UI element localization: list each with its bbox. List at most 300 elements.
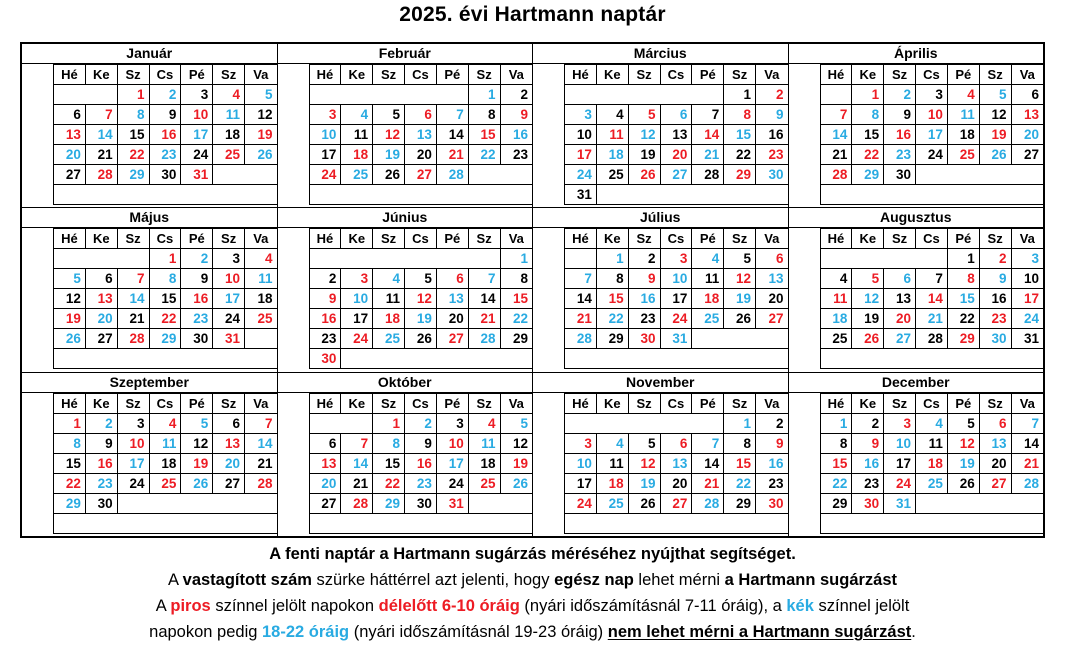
week-row <box>309 513 532 533</box>
empty-cell <box>117 493 276 513</box>
day-cell: 30 <box>979 329 1011 349</box>
day-cell: 2 <box>756 85 788 105</box>
day-cell: 9 <box>756 105 788 125</box>
day-cell: 18 <box>596 145 628 165</box>
day-cell: 9 <box>149 105 181 125</box>
weekday-header: Pé <box>692 65 724 85</box>
weekday-header: Cs <box>660 65 692 85</box>
week-row <box>820 309 1043 329</box>
weekday-header: Va <box>756 229 788 249</box>
month-block <box>789 373 1044 536</box>
day-cell: 27 <box>1011 145 1043 165</box>
day-cell: 30 <box>181 329 213 349</box>
day-cell: 5 <box>947 413 979 433</box>
weekday-header: Cs <box>660 393 692 413</box>
day-cell: 16 <box>884 125 916 145</box>
day-cell: 8 <box>373 433 405 453</box>
week-row <box>54 105 277 125</box>
legend-text-segment: szürke háttérrel azt jelenti, hogy <box>311 571 555 589</box>
week-row <box>820 433 1043 453</box>
day-cell: 14 <box>117 289 149 309</box>
month-title: Július <box>533 208 788 228</box>
day-cell: 10 <box>436 433 468 453</box>
weekday-header-row <box>565 393 788 413</box>
empty-cell <box>213 165 277 185</box>
day-cell: 30 <box>405 493 437 513</box>
day-cell: 19 <box>373 145 405 165</box>
week-row <box>565 309 788 329</box>
weekday-header: Sz <box>373 229 405 249</box>
month-grid <box>53 64 277 205</box>
day-cell: 22 <box>468 145 500 165</box>
day-cell: 4 <box>341 105 373 125</box>
day-cell: 15 <box>149 289 181 309</box>
day-cell: 7 <box>692 433 724 453</box>
day-cell: 13 <box>884 289 916 309</box>
day-cell: 26 <box>181 473 213 493</box>
day-cell: 31 <box>660 329 692 349</box>
month-block <box>789 44 1044 207</box>
weekday-header: Sz <box>979 229 1011 249</box>
weekday-header: Sz <box>724 65 756 85</box>
day-cell: 8 <box>500 269 532 289</box>
weekday-header: Va <box>1011 229 1043 249</box>
day-cell: 5 <box>724 249 756 269</box>
week-row <box>309 329 532 349</box>
day-cell: 17 <box>309 145 341 165</box>
day-cell: 13 <box>213 433 245 453</box>
day-cell: 12 <box>245 105 277 125</box>
empty-cell <box>309 513 532 533</box>
week-row <box>565 493 788 513</box>
day-cell: 21 <box>692 473 724 493</box>
day-cell: 12 <box>979 105 1011 125</box>
week-row <box>309 249 532 269</box>
day-cell: 5 <box>373 105 405 125</box>
day-cell: 17 <box>565 145 597 165</box>
legend-text-segment: kék <box>786 597 814 615</box>
month-block <box>278 208 533 371</box>
month-block <box>278 373 533 536</box>
day-cell: 1 <box>852 85 884 105</box>
day-cell: 22 <box>373 473 405 493</box>
week-row <box>54 413 277 433</box>
day-cell: 17 <box>884 453 916 473</box>
day-cell: 3 <box>916 85 948 105</box>
weekday-header: Va <box>1011 65 1043 85</box>
day-cell: 25 <box>341 165 373 185</box>
day-cell: 9 <box>500 105 532 125</box>
weekday-header: Pé <box>947 393 979 413</box>
month-title: Március <box>533 44 788 64</box>
day-cell: 9 <box>628 269 660 289</box>
day-cell: 30 <box>756 493 788 513</box>
day-cell: 22 <box>820 473 852 493</box>
legend-text-segment: (nyári időszámításnál 7-11 óráig), a <box>519 597 787 615</box>
day-cell: 18 <box>245 289 277 309</box>
week-row <box>309 105 532 125</box>
day-cell: 16 <box>181 289 213 309</box>
weekday-header: Sz <box>213 229 245 249</box>
day-cell: 24 <box>117 473 149 493</box>
week-row <box>565 105 788 125</box>
day-cell: 13 <box>1011 105 1043 125</box>
week-row <box>54 85 277 105</box>
week-row <box>820 249 1043 269</box>
day-cell: 31 <box>213 329 245 349</box>
week-row <box>54 145 277 165</box>
day-cell: 7 <box>341 433 373 453</box>
day-cell: 28 <box>692 165 724 185</box>
day-cell: 27 <box>54 165 86 185</box>
day-cell: 17 <box>341 309 373 329</box>
day-cell: 10 <box>341 289 373 309</box>
day-cell: 28 <box>916 329 948 349</box>
day-cell: 24 <box>213 309 245 329</box>
legend-text-segment: A <box>155 597 171 615</box>
weekday-header: Pé <box>436 229 468 249</box>
weekday-header: Cs <box>916 393 948 413</box>
weekday-header-row <box>309 393 532 413</box>
weekday-header: Hé <box>54 65 86 85</box>
weekday-header: Sz <box>979 65 1011 85</box>
month-grid <box>309 228 533 369</box>
empty-cell <box>54 349 277 369</box>
day-cell: 13 <box>54 125 86 145</box>
day-cell: 2 <box>309 269 341 289</box>
day-cell: 11 <box>373 289 405 309</box>
weekday-header: Sz <box>884 229 916 249</box>
empty-cell <box>820 249 947 269</box>
day-cell: 17 <box>436 453 468 473</box>
day-cell: 26 <box>852 329 884 349</box>
month-title: Június <box>278 208 533 228</box>
weekday-header-row <box>309 229 532 249</box>
weekday-header: Sz <box>724 393 756 413</box>
day-cell: 7 <box>245 413 277 433</box>
day-cell: 15 <box>117 125 149 145</box>
weekday-header: Va <box>500 393 532 413</box>
day-cell: 4 <box>947 85 979 105</box>
day-cell: 12 <box>628 453 660 473</box>
weekday-header: Ke <box>596 65 628 85</box>
day-cell: 1 <box>500 249 532 269</box>
day-cell: 3 <box>1011 249 1043 269</box>
day-cell: 16 <box>85 453 117 473</box>
day-cell: 14 <box>916 289 948 309</box>
day-cell: 17 <box>117 453 149 473</box>
day-cell: 28 <box>85 165 117 185</box>
day-cell: 21 <box>85 145 117 165</box>
empty-cell <box>245 329 277 349</box>
day-cell: 20 <box>309 473 341 493</box>
day-cell: 6 <box>85 269 117 289</box>
day-cell: 4 <box>373 269 405 289</box>
day-cell: 1 <box>468 85 500 105</box>
week-row <box>54 165 277 185</box>
day-cell: 5 <box>245 85 277 105</box>
day-cell: 25 <box>947 145 979 165</box>
day-cell: 18 <box>692 289 724 309</box>
day-cell: 29 <box>820 493 852 513</box>
empty-cell <box>565 513 788 533</box>
week-row <box>309 433 532 453</box>
day-cell: 24 <box>181 145 213 165</box>
week-row <box>54 453 277 473</box>
day-cell: 3 <box>117 413 149 433</box>
weekday-header: Ke <box>341 393 373 413</box>
week-row <box>820 185 1043 205</box>
weekday-header: Sz <box>468 393 500 413</box>
day-cell: 24 <box>660 309 692 329</box>
day-cell: 24 <box>341 329 373 349</box>
day-cell: 27 <box>979 473 1011 493</box>
month-title: Május <box>22 208 277 228</box>
day-cell: 9 <box>756 433 788 453</box>
week-row <box>820 85 1043 105</box>
month-title: November <box>533 373 788 393</box>
day-cell: 15 <box>820 453 852 473</box>
day-cell: 21 <box>1011 453 1043 473</box>
weekday-header-row <box>820 65 1043 85</box>
day-cell: 19 <box>628 473 660 493</box>
day-cell: 2 <box>979 249 1011 269</box>
day-cell: 19 <box>405 309 437 329</box>
day-cell: 10 <box>884 433 916 453</box>
empty-cell <box>565 249 597 269</box>
day-cell: 20 <box>660 473 692 493</box>
day-cell: 18 <box>916 453 948 473</box>
weekday-header: Hé <box>54 393 86 413</box>
legend-text-segment: délelőtt 6-10 óráig <box>378 597 520 615</box>
day-cell: 20 <box>660 145 692 165</box>
legend-text-segment: színnel jelölt napokon <box>210 597 379 615</box>
day-cell: 7 <box>436 105 468 125</box>
day-cell: 15 <box>947 289 979 309</box>
week-row <box>820 513 1043 533</box>
week-row <box>820 413 1043 433</box>
day-cell: 27 <box>405 165 437 185</box>
day-cell: 26 <box>405 329 437 349</box>
day-cell: 29 <box>117 165 149 185</box>
day-cell: 4 <box>596 105 628 125</box>
legend-text-segment: A <box>167 571 183 589</box>
day-cell: 18 <box>596 473 628 493</box>
legend-text-segment: vastagított szám <box>182 571 312 589</box>
day-cell: 5 <box>979 85 1011 105</box>
day-cell: 25 <box>468 473 500 493</box>
day-cell: 26 <box>628 493 660 513</box>
day-cell: 15 <box>500 289 532 309</box>
day-cell: 23 <box>884 145 916 165</box>
week-row <box>309 125 532 145</box>
day-cell: 8 <box>947 269 979 289</box>
empty-cell <box>54 185 277 205</box>
day-cell: 2 <box>405 413 437 433</box>
day-cell: 30 <box>852 493 884 513</box>
week-row <box>820 269 1043 289</box>
week-row <box>820 493 1043 513</box>
day-cell: 11 <box>820 289 852 309</box>
day-cell: 13 <box>660 453 692 473</box>
weekday-header: Sz <box>468 65 500 85</box>
day-cell: 10 <box>660 269 692 289</box>
day-cell: 19 <box>947 453 979 473</box>
day-cell: 15 <box>852 125 884 145</box>
week-row <box>565 513 788 533</box>
weekday-header: Pé <box>692 229 724 249</box>
day-cell: 20 <box>54 145 86 165</box>
day-cell: 27 <box>660 493 692 513</box>
week-row <box>820 289 1043 309</box>
day-cell: 12 <box>852 289 884 309</box>
week-row <box>54 309 277 329</box>
weekday-header: Pé <box>947 65 979 85</box>
weekday-header-row <box>565 229 788 249</box>
day-cell: 3 <box>884 413 916 433</box>
day-cell: 3 <box>309 105 341 125</box>
day-cell: 21 <box>341 473 373 493</box>
weekday-header: Cs <box>916 65 948 85</box>
day-cell: 23 <box>85 473 117 493</box>
weekday-header: Ke <box>85 229 117 249</box>
day-cell: 13 <box>309 453 341 473</box>
day-cell: 27 <box>309 493 341 513</box>
weekday-header: Sz <box>628 65 660 85</box>
empty-cell <box>820 513 1043 533</box>
day-cell: 7 <box>820 105 852 125</box>
day-cell: 7 <box>468 269 500 289</box>
day-cell: 15 <box>596 289 628 309</box>
legend-line-1: A fenti naptár a Hartmann sugárzás méréséhez nyújthat segítséget. <box>269 545 796 563</box>
day-cell: 14 <box>85 125 117 145</box>
weekday-header: Sz <box>884 65 916 85</box>
day-cell: 7 <box>565 269 597 289</box>
day-cell: 18 <box>373 309 405 329</box>
day-cell: 10 <box>916 105 948 125</box>
day-cell: 31 <box>565 185 597 205</box>
day-cell: 28 <box>468 329 500 349</box>
weekday-header-row <box>54 393 277 413</box>
day-cell: 6 <box>756 249 788 269</box>
empty-cell <box>309 85 468 105</box>
day-cell: 6 <box>436 269 468 289</box>
weekday-header: Ke <box>341 65 373 85</box>
weekday-header: Sz <box>117 229 149 249</box>
legend-line-4 <box>0 619 1065 645</box>
day-cell: 10 <box>565 125 597 145</box>
day-cell: 29 <box>54 493 86 513</box>
weekday-header: Ke <box>852 393 884 413</box>
weekday-header: Va <box>756 393 788 413</box>
day-cell: 3 <box>213 249 245 269</box>
day-cell: 4 <box>820 269 852 289</box>
weekday-header: Pé <box>181 393 213 413</box>
weekday-header: Va <box>756 65 788 85</box>
week-row <box>54 329 277 349</box>
day-cell: 19 <box>500 453 532 473</box>
weekday-header: Sz <box>628 229 660 249</box>
month-block <box>533 373 788 536</box>
day-cell: 9 <box>405 433 437 453</box>
day-cell: 27 <box>85 329 117 349</box>
empty-cell <box>309 185 532 205</box>
day-cell: 4 <box>245 249 277 269</box>
empty-cell <box>468 165 532 185</box>
week-row <box>820 473 1043 493</box>
week-row <box>565 85 788 105</box>
weekday-header: Hé <box>309 393 341 413</box>
weekday-header: Hé <box>309 229 341 249</box>
weekday-header: Sz <box>884 393 916 413</box>
day-cell: 8 <box>820 433 852 453</box>
month-grid <box>564 393 788 534</box>
day-cell: 18 <box>468 453 500 473</box>
day-cell: 10 <box>213 269 245 289</box>
day-cell: 13 <box>405 125 437 145</box>
day-cell: 5 <box>54 269 86 289</box>
day-cell: 19 <box>54 309 86 329</box>
day-cell: 12 <box>373 125 405 145</box>
calendar-grid <box>20 42 1045 538</box>
day-cell: 23 <box>756 473 788 493</box>
day-cell: 12 <box>54 289 86 309</box>
week-row <box>54 349 277 369</box>
weekday-header: Va <box>500 65 532 85</box>
day-cell: 28 <box>565 329 597 349</box>
day-cell: 14 <box>692 453 724 473</box>
day-cell: 22 <box>724 145 756 165</box>
day-cell: 17 <box>916 125 948 145</box>
day-cell: 8 <box>54 433 86 453</box>
empty-cell <box>309 413 373 433</box>
day-cell: 19 <box>628 145 660 165</box>
day-cell: 14 <box>245 433 277 453</box>
day-cell: 7 <box>916 269 948 289</box>
weekday-header: Ke <box>852 229 884 249</box>
day-cell: 9 <box>979 269 1011 289</box>
day-cell: 21 <box>692 145 724 165</box>
day-cell: 11 <box>596 125 628 145</box>
week-row <box>820 453 1043 473</box>
month-grid <box>53 393 277 534</box>
weekday-header: Ke <box>596 229 628 249</box>
day-cell: 7 <box>117 269 149 289</box>
day-cell: 17 <box>181 125 213 145</box>
week-row <box>565 185 788 205</box>
legend-text-segment: egész nap <box>554 571 634 589</box>
day-cell: 24 <box>436 473 468 493</box>
day-cell: 22 <box>724 473 756 493</box>
day-cell: 19 <box>245 125 277 145</box>
day-cell: 23 <box>756 145 788 165</box>
weekday-header: Sz <box>468 229 500 249</box>
weekday-header-row <box>54 229 277 249</box>
day-cell: 28 <box>436 165 468 185</box>
day-cell: 11 <box>245 269 277 289</box>
week-row <box>309 349 532 369</box>
day-cell: 20 <box>436 309 468 329</box>
day-cell: 29 <box>947 329 979 349</box>
day-cell: 18 <box>820 309 852 329</box>
day-cell: 25 <box>692 309 724 329</box>
day-cell: 6 <box>884 269 916 289</box>
day-cell: 2 <box>149 85 181 105</box>
day-cell: 20 <box>213 453 245 473</box>
day-cell: 6 <box>660 105 692 125</box>
day-cell: 11 <box>341 125 373 145</box>
day-cell: 29 <box>724 165 756 185</box>
